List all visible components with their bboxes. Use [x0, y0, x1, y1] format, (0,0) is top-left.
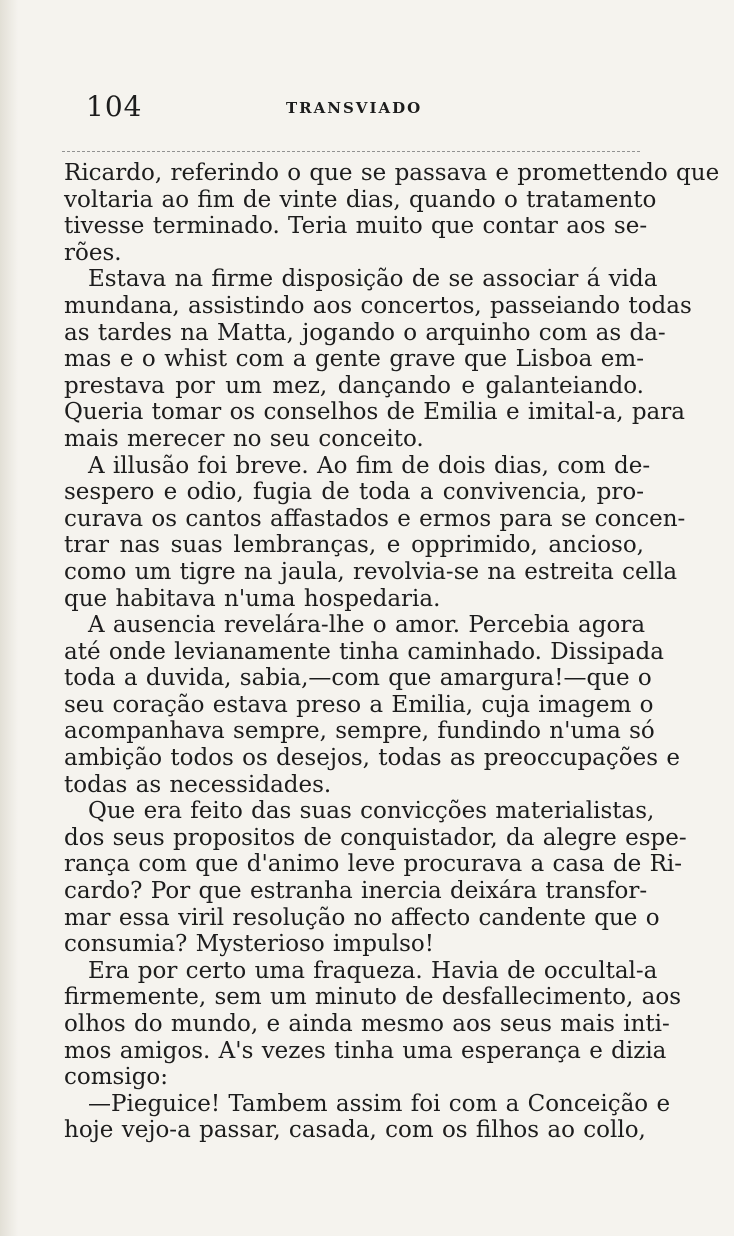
- text-line: sespero e odio, fugia de toda a convivencia, pro-: [64, 479, 644, 506]
- text-line: A ausencia revelára-lhe o amor. Percebia agora: [88, 612, 646, 639]
- text-line: prestava por um mez, dançando e galanteiando.: [64, 372, 644, 399]
- text-line: Queria tomar os conselhos de Emilia e imital-a, para: [64, 399, 685, 426]
- text-line: dos seus propositos de conquistador, da alegre espe-: [64, 824, 687, 851]
- text-line: mos amigos. A's vezes tinha uma esperança e dizia: [64, 1037, 667, 1064]
- page-number: 104: [86, 90, 143, 123]
- text-line: cardo? Por que estranha inercia deixára transfor-: [64, 878, 648, 905]
- text-line: seu coração estava preso a Emilia, cuja imagem o: [64, 691, 654, 718]
- text-line: ambição todos os desejos, todas as preoccupações e: [64, 745, 680, 772]
- body-text: [64, 160, 720, 1144]
- text-line: A illusão foi breve. Ao fim de dois dias, com de-: [88, 452, 651, 479]
- text-line: curava os cantos affastados e ermos para se concen-: [64, 505, 686, 532]
- text-line: Estava na firme disposição de se associar á vida: [88, 266, 658, 293]
- text-line: olhos do mundo, e ainda mesmo aos seus mais inti-: [64, 1011, 670, 1037]
- text-line: mar essa viril resolução no affecto candente que o: [64, 904, 660, 931]
- text-line: firmemente, sem um minuto de desfallecimento, aos: [64, 984, 682, 1011]
- text-line: todas as necessidades.: [64, 771, 332, 798]
- text-line: rança com que d'animo leve procurava a casa de Ri-: [64, 851, 683, 878]
- text-line: rões.: [64, 239, 122, 266]
- text-line: Era por certo uma fraqueza. Havia de occultal-a: [88, 957, 658, 984]
- text-line: tivesse terminado. Teria muito que contar aos se-: [64, 213, 648, 240]
- text-line: Ricardo, referindo o que se passava e promettendo que: [64, 160, 720, 186]
- text-line: as tardes na Matta, jogando o arquinho com as da-: [64, 319, 666, 346]
- text-line: hoje vejo-a passar, casada, com os filhos ao collo,: [64, 1117, 646, 1144]
- text-line: acompanhava sempre, sempre, fundindo n'uma só: [64, 718, 655, 745]
- text-line: Que era feito das suas convicções materialistas,: [88, 798, 655, 825]
- text-line: como um tigre na jaula, revolvia-se na estreita cella: [64, 558, 678, 585]
- header-rule: [62, 151, 640, 152]
- text-line: mas e o whist com a gente grave que Lisboa em-: [64, 346, 644, 373]
- text-line: consumia? Mysterioso impulso!: [64, 931, 434, 958]
- running-title: TRANSVIADO: [286, 99, 423, 117]
- text-line: voltaria ao fim de vinte dias, quando o tratamento: [64, 186, 657, 213]
- text-line: trar nas suas lembranças, e opprimido, ancioso,: [64, 532, 644, 559]
- text-line: mais merecer no seu conceito.: [64, 425, 424, 452]
- text-line: —Pieguice! Tambem assim foi com a Conceição e: [88, 1090, 671, 1117]
- page-header: [86, 92, 646, 122]
- text-line: comsigo:: [64, 1064, 169, 1091]
- text-line: toda a duvida, sabia,—com que amargura!—que o: [64, 665, 652, 692]
- text-line: que habitava n'uma hospedaria.: [64, 585, 441, 612]
- text-line: até onde levianamente tinha caminhado. Dissipada: [64, 638, 664, 665]
- text-line: mundana, assistindo aos concertos, passeiando todas: [64, 292, 692, 319]
- page-gutter-shadow: [0, 0, 18, 1236]
